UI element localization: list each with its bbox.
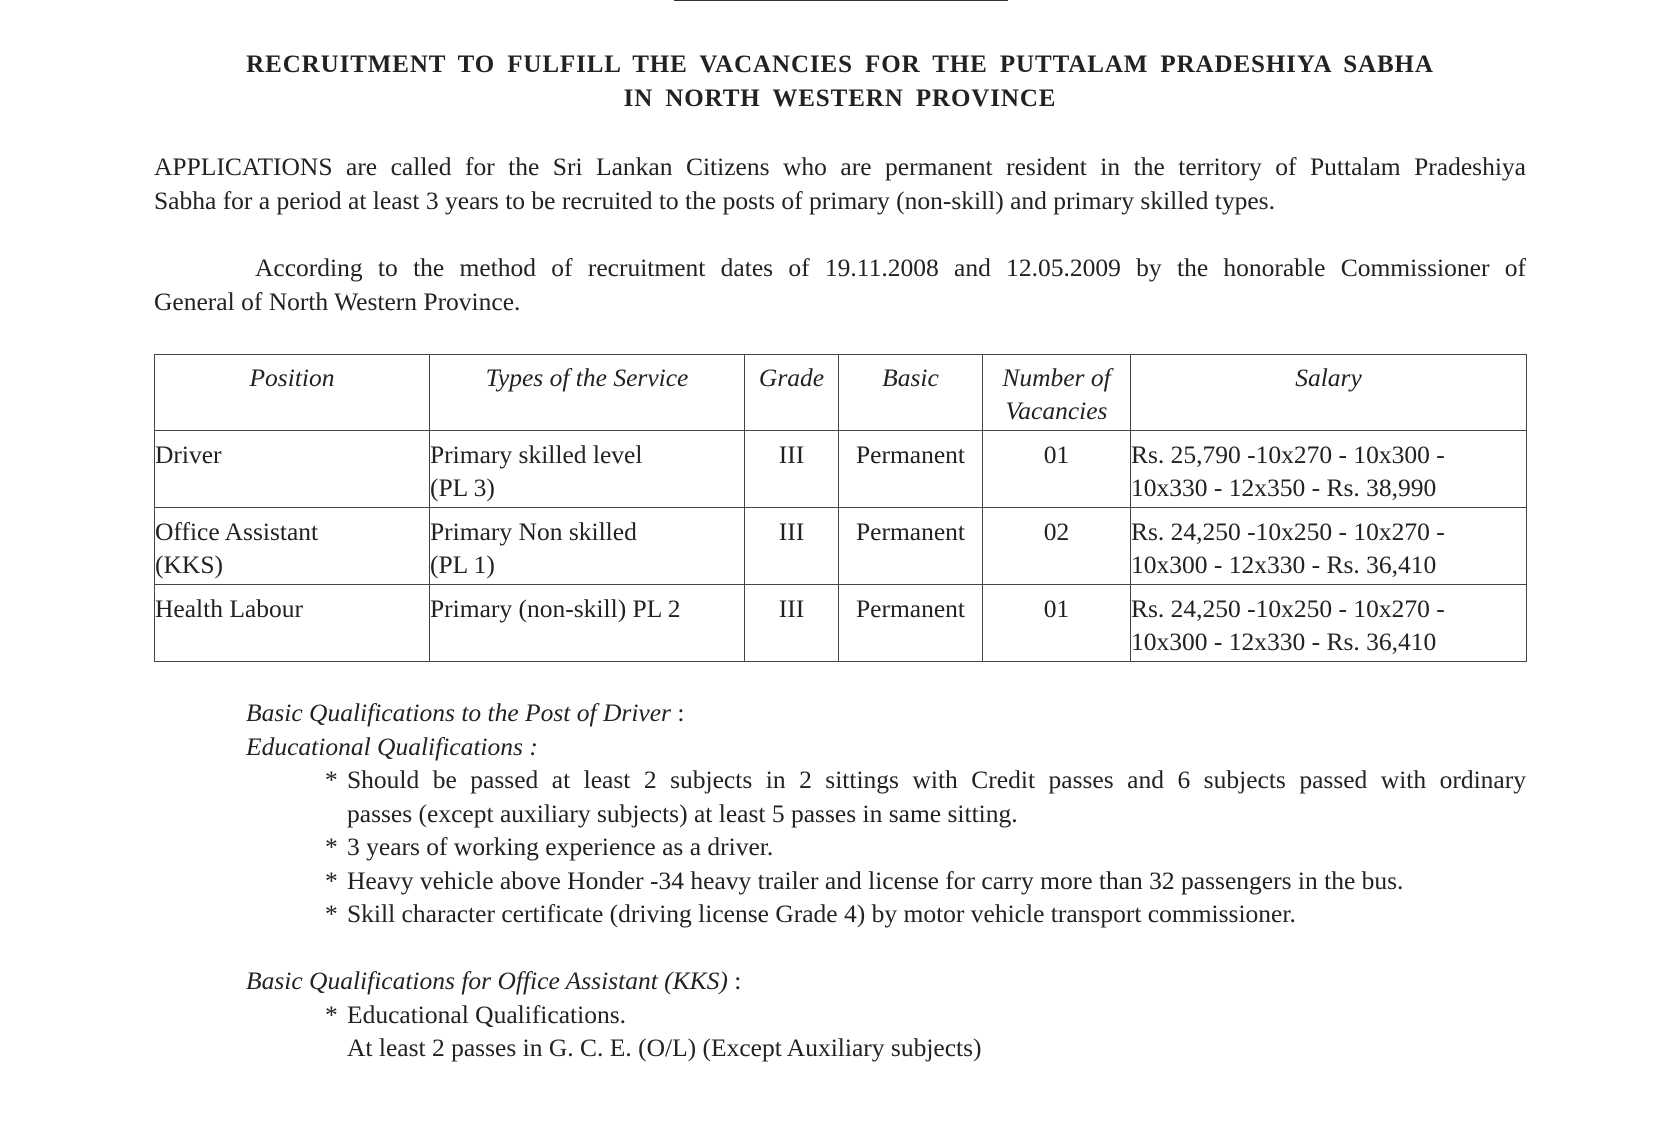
intro-paragraph-2-line-2: General of North Western Province. [154,286,521,316]
cell-service-line-1: Primary skilled level [430,440,643,469]
cell-service-line-2: (PL 3) [430,473,495,502]
cell-position-line-1: Office Assistant [155,517,319,546]
cell-service-type [430,431,745,508]
driver-qualifications-heading-text: Basic Qualifications to the Post of Driver [246,698,671,727]
subheading-colon: : [529,731,538,761]
cell-grade: III [745,508,839,585]
cell-basic: Permanent [839,431,983,508]
top-rule-divider [674,0,1008,1]
asterisk-bullet-icon: * [325,899,338,928]
vacancies-table [154,354,1527,662]
list-item-line-1: Heavy vehicle above Honder -34 heavy trailer and license for carry more than 32 passengers in the bus. [347,865,1404,895]
office-assistant-qualifications-section [246,964,1526,1065]
cell-basic: Permanent [839,585,983,662]
driver-qualifications-section [246,696,1526,931]
title-line-1: RECRUITMENT TO FULFILL THE VACANCIES FOR THE PUTTALAM PRADESHIYA SABHA [246,51,1434,78]
office-assistant-qualifications-list [246,998,1526,1065]
table-row [155,585,1527,662]
cell-salary [1131,508,1527,585]
cell-salary [1131,431,1527,508]
cell-salary [1131,585,1527,662]
list-item-line-2: passes (except auxiliary subjects) at least 5 passes in same sitting. [347,798,1018,828]
cell-position-line-2: (KKS) [155,550,223,579]
header-position: Position [155,355,430,431]
list-item-line-1: Skill character certificate (driving license Grade 4) by motor vehicle transport commissioner. [347,899,1296,928]
driver-qualifications-list [246,763,1526,931]
header-service-type: Types of the Service [430,355,745,431]
intro-paragraph-1 [154,150,1526,217]
asterisk-bullet-icon: * [325,865,338,895]
educational-qualifications-subheading [246,730,1526,764]
asterisk-bullet-icon: * [325,999,338,1029]
cell-grade: III [745,585,839,662]
cell-service-type [430,508,745,585]
intro-paragraph-2 [154,251,1526,318]
intro-paragraph-1-line-1: APPLICATIONS are called for the Sri Lankan Citizens who are permanent resident in the territory of Puttalam Pradeshiya [154,152,1526,181]
list-item [325,998,1526,1065]
cell-basic: Permanent [839,508,983,585]
table-row [155,508,1527,585]
header-vacancies-line-2: Vacancies [1005,396,1108,425]
cell-salary-line-1: Rs. 25,790 -10x270 - 10x300 - [1131,440,1445,469]
cell-position [155,585,430,662]
cell-vacancies: 02 [983,508,1131,585]
list-item-line-1: 3 years of working experience as a driver. [347,832,774,861]
header-salary: Salary [1131,355,1527,431]
list-item [325,830,1526,864]
list-item [325,864,1526,898]
cell-salary-line-2: 10x300 - 12x330 - Rs. 36,410 [1131,627,1437,656]
title-line-2: IN NORTH WESTERN PROVINCE [623,85,1057,112]
asterisk-bullet-icon: * [325,832,338,861]
cell-service-type [430,585,745,662]
intro-paragraph-1-line-2: Sabha for a period at least 3 years to be recruited to the posts of primary (non-skill) and primary skilled types. [154,185,1275,215]
cell-salary-line-2: 10x300 - 12x330 - Rs. 36,410 [1131,550,1437,579]
cell-position [155,431,430,508]
list-item [325,897,1526,931]
heading-colon: : [677,698,685,727]
asterisk-bullet-icon: * [325,765,338,794]
driver-qualifications-heading [246,696,1526,730]
header-vacancies [983,355,1131,431]
cell-position [155,508,430,585]
office-assistant-qualifications-heading-text: Basic Qualifications for Office Assistant (KKS) [246,966,728,995]
header-basic: Basic [839,355,983,431]
cell-vacancies: 01 [983,585,1131,662]
cell-position-line-1: Driver [155,440,222,469]
header-vacancies-line-1: Number of [1002,363,1111,392]
cell-position-line-1: Health Labour [155,594,303,623]
list-item-line-1: Should be passed at least 2 subjects in 2 sittings with Credit passes and 6 subjects passed with ordinary [347,765,1526,794]
intro-paragraph-2-line-1: According to the method of recruitment dates of 19.11.2008 and 12.05.2009 by the honorable Commissioner of [255,253,1526,282]
heading-colon: : [734,966,742,995]
cell-salary-line-1: Rs. 24,250 -10x250 - 10x270 - [1131,517,1445,546]
cell-vacancies: 01 [983,431,1131,508]
cell-service-line-2: (PL 1) [430,550,495,579]
list-item-line-1: Educational Qualifications. [347,999,626,1029]
cell-salary-line-1: Rs. 24,250 -10x250 - 10x270 - [1131,594,1445,623]
table-row [155,431,1527,508]
list-item-line-2: At least 2 passes in G. C. E. (O/L) (Except Auxiliary subjects) [347,1033,982,1062]
cell-service-line-1: Primary Non skilled [430,517,637,546]
educational-qualifications-subheading-text: Educational Qualifications [246,731,523,761]
list-item [325,763,1526,830]
cell-service-line-1: Primary (non-skill) PL 2 [430,594,681,623]
table-header-row [155,355,1527,431]
document-title [150,48,1530,116]
cell-grade: III [745,431,839,508]
cell-salary-line-2: 10x330 - 12x350 - Rs. 38,990 [1131,473,1437,502]
office-assistant-qualifications-heading [246,964,1526,998]
header-grade: Grade [745,355,839,431]
